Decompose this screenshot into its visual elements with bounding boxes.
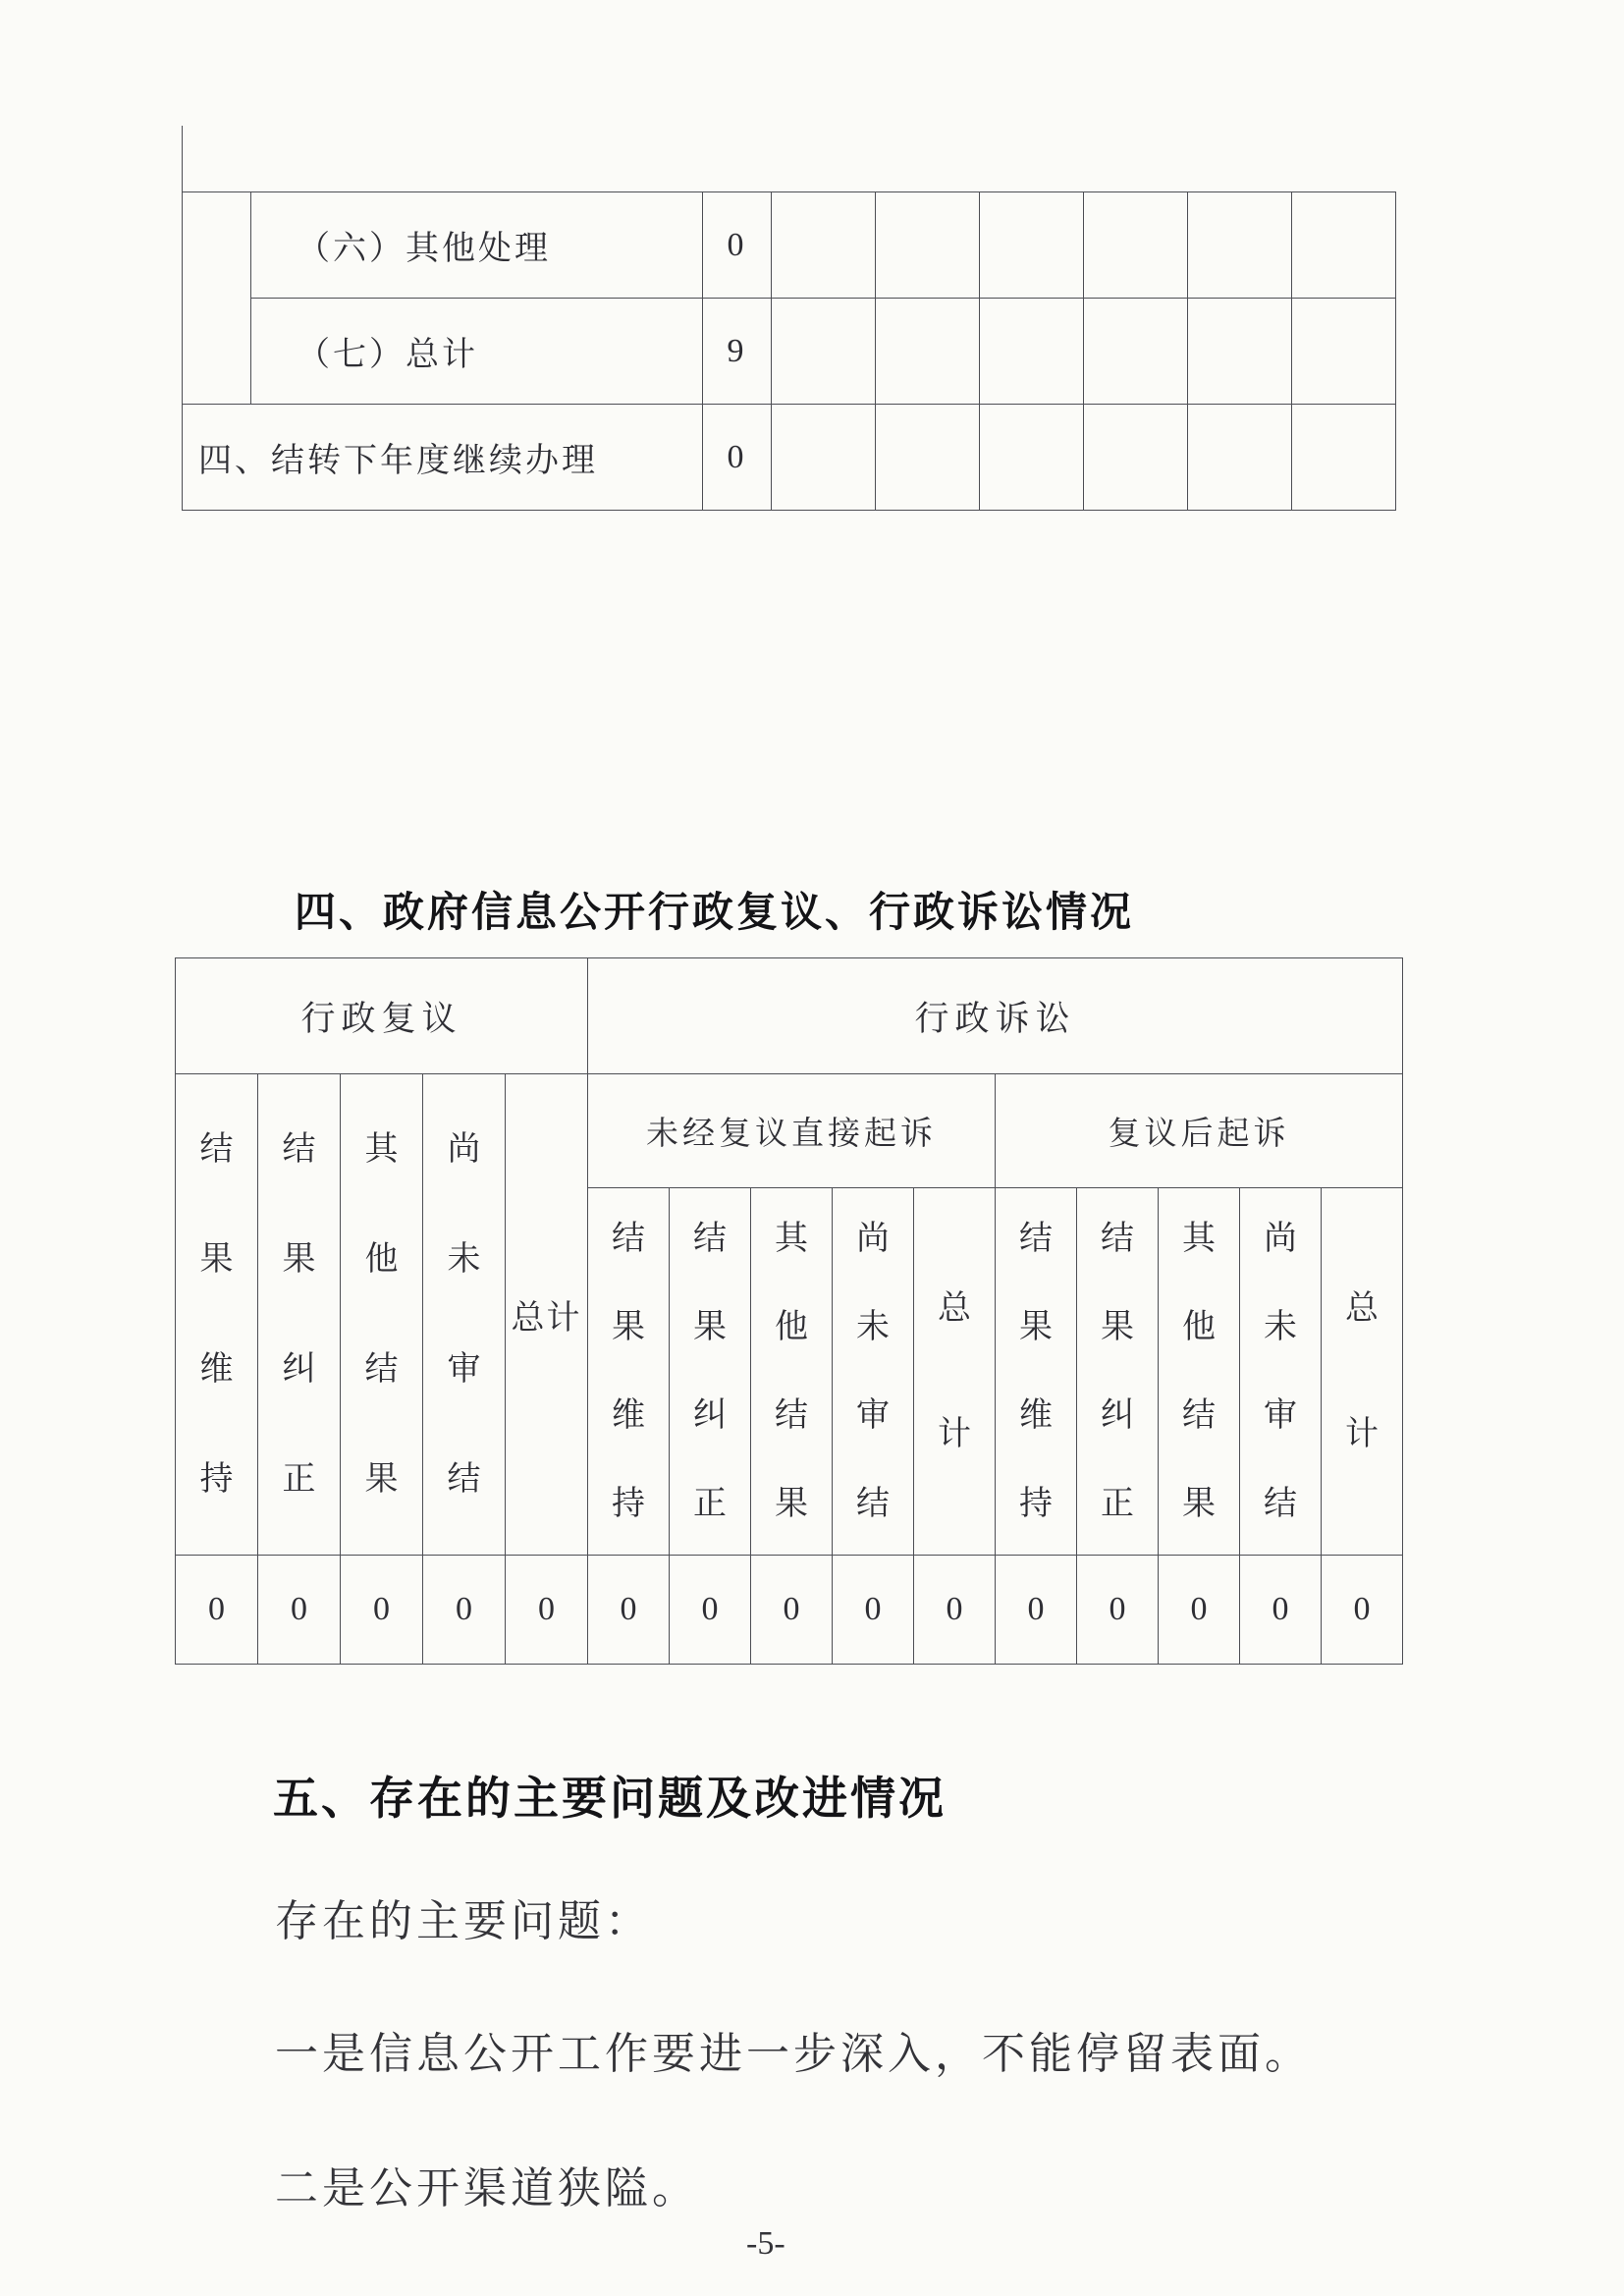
group-header-row — [176, 958, 1403, 1074]
column-label-cell — [914, 1188, 996, 1556]
litigation-table — [175, 957, 1403, 1665]
column-label: 其他结果 — [775, 1220, 809, 1522]
data-cell: 0 — [1077, 1556, 1159, 1665]
data-cell: 0 — [1322, 1556, 1403, 1665]
data-row — [176, 1556, 1403, 1665]
data-cell: 0 — [833, 1556, 914, 1665]
data-cell: 0 — [914, 1556, 996, 1665]
column-label: 结果纠正 — [282, 1130, 316, 1498]
column-label-cell — [1077, 1188, 1159, 1556]
paragraph-line: 二是公开渠道狭隘。 — [275, 2164, 699, 2213]
column-label: 结果纠正 — [1101, 1220, 1135, 1522]
direct-suit-subheader: 未经复议直接起诉 — [588, 1074, 996, 1188]
data-cell: 0 — [258, 1556, 341, 1665]
empty-cell — [1292, 299, 1396, 405]
empty-cell — [876, 405, 980, 511]
table-row — [183, 299, 1396, 405]
empty-cell — [772, 192, 876, 299]
subgroup-header-row — [176, 1074, 1403, 1188]
carryover-table — [182, 191, 1396, 511]
row-label-cell: （六）其他处理 — [251, 192, 703, 299]
column-label: 结果维持 — [199, 1130, 234, 1498]
data-cell: 0 — [1240, 1556, 1322, 1665]
empty-cell — [772, 299, 876, 405]
section-five-heading: 五、存在的主要问题及改进情况 — [273, 1773, 947, 1824]
column-label-cell: 总计 — [506, 1074, 588, 1556]
table-continuation-stub — [182, 126, 183, 192]
empty-cell — [1188, 405, 1292, 511]
column-label-cell — [423, 1074, 506, 1556]
data-cell: 0 — [176, 1556, 258, 1665]
empty-cell — [1084, 192, 1188, 299]
column-label: 尚未审结 — [856, 1220, 891, 1522]
table-row — [183, 405, 1396, 511]
row-value-cell: 9 — [703, 299, 772, 405]
column-label: 总计 — [938, 1289, 972, 1452]
data-cell: 0 — [588, 1556, 670, 1665]
empty-cell — [980, 192, 1084, 299]
post-reconsideration-suit-subheader: 复议后起诉 — [996, 1074, 1403, 1188]
column-label: 尚未审结 — [447, 1130, 481, 1498]
data-cell: 0 — [996, 1556, 1077, 1665]
column-label: 结果维持 — [1019, 1220, 1054, 1522]
row-label-cell: （七）总计 — [251, 299, 703, 405]
column-label-cell — [588, 1188, 670, 1556]
empty-cell — [1292, 405, 1396, 511]
table-row — [183, 192, 1396, 299]
column-label-cell — [751, 1188, 833, 1556]
column-label-cell — [1159, 1188, 1240, 1556]
data-cell: 0 — [1159, 1556, 1240, 1665]
paragraph-line: 存在的主要问题： — [275, 1897, 652, 1945]
column-label-cell — [1240, 1188, 1322, 1556]
column-label-cell — [341, 1074, 423, 1556]
column-label-cell — [833, 1188, 914, 1556]
empty-cell — [1188, 192, 1292, 299]
empty-cell — [1292, 192, 1396, 299]
column-label-cell — [670, 1188, 751, 1556]
section-four-heading: 四、政府信息公开行政复议、行政诉讼情况 — [295, 889, 1135, 935]
column-label-cell — [258, 1074, 341, 1556]
column-label: 结果维持 — [612, 1220, 646, 1522]
column-label: 总计 — [1345, 1289, 1380, 1452]
column-label-cell — [176, 1074, 258, 1556]
data-cell: 0 — [423, 1556, 506, 1665]
litigation-group-header: 行政诉讼 — [588, 958, 1403, 1074]
data-cell: 0 — [506, 1556, 588, 1665]
paragraph-line: 一是信息公开工作要进一步深入，不能停留表面。 — [275, 2030, 1312, 2078]
empty-cell — [772, 405, 876, 511]
empty-cell — [876, 192, 980, 299]
column-label: 结果纠正 — [693, 1220, 728, 1522]
row-label-cell: 四、结转下年度继续办理 — [183, 405, 703, 511]
column-label-cell — [1322, 1188, 1403, 1556]
data-cell: 0 — [751, 1556, 833, 1665]
column-label: 尚未审结 — [1264, 1220, 1298, 1522]
column-label-cell — [996, 1188, 1077, 1556]
empty-cell — [1084, 405, 1188, 511]
data-cell: 0 — [341, 1556, 423, 1665]
empty-cell — [1188, 299, 1292, 405]
empty-cell — [1084, 299, 1188, 405]
row-value-cell: 0 — [703, 192, 772, 299]
data-cell: 0 — [670, 1556, 751, 1665]
column-label: 其他结果 — [364, 1130, 399, 1498]
reconsideration-group-header: 行政复议 — [176, 958, 588, 1074]
empty-cell — [980, 299, 1084, 405]
row-value-cell: 0 — [703, 405, 772, 511]
empty-cell — [876, 299, 980, 405]
empty-cell — [980, 405, 1084, 511]
column-label: 其他结果 — [1182, 1220, 1217, 1522]
page-number: -5- — [746, 2225, 785, 2262]
row-spacer-cell — [183, 192, 251, 405]
